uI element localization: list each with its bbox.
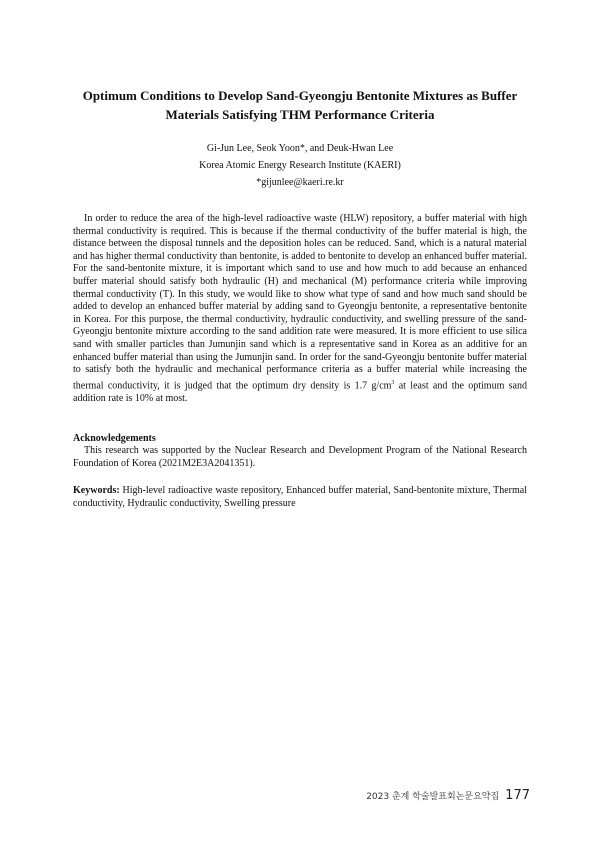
- abstract-text-part2: at least and the optimum sand addition rate is 10% at most.: [73, 380, 528, 404]
- keywords-text: High-level radioactive waste repository, Enhanced buffer material, Sand-bentonite mixture, Thermal conductivity, Hydraulic conductivity, Swelling pressure: [73, 485, 527, 509]
- affiliation: Korea Atomic Energy Research Institute (KAERI): [199, 160, 401, 171]
- proceedings-title: 2023 춘계 학술발표회논문요약집: [366, 792, 500, 802]
- corresponding-email: *gijunlee@kaeri.re.kr: [256, 177, 344, 188]
- paper-title: Optimum Conditions to Develop Sand-Gyeongju Bentonite Mixtures as Buffer Materials Satisfying THM Performance Criteria: [82, 88, 518, 122]
- abstract-superscript: 3: [391, 379, 395, 386]
- page-number: 177: [505, 788, 530, 803]
- abstract-paragraph: [73, 213, 527, 405]
- acknowledgements-heading: Acknowledgements: [73, 433, 156, 444]
- acknowledgements-text: This research was supported by the Nuclear Research and Development Program of the National Research Foundation of Korea (2021M2E3A2041351).: [73, 445, 527, 469]
- page-footer: [366, 789, 530, 804]
- abstract-text-part1: In order to reduce the area of the high-level radioactive waste (HLW) repository, a buffer material with high thermal conductivity is required. This is because if the thermal conductivity of the buffer material is high, the distance between the disposal tunnels and the deposition holes can be reduced. Sand, which is a natural material and has higher thermal conductivity than bentonite, is added to bentonite to develop an enhanced buffer material. For the sand-bentonite mixture, it is important which sand to use and how much to add because an enhanced buffer material should satisfy both hydraulic (H) and mechanical (M) performance criteria while improving thermal conductivity (T). In this study, we would like to show what type of sand and how much sand should be added to develop an enhanced buffer material by adding sand to Gyeongju bentonite, a representative bentonite in Korea. For this purpose, the thermal conductivity, hydraulic conductivity, and swelling pressure of the sand-Gyeongju bentonite mixture according to the sand addition rate were measured. It is more efficient to use silica sand with smaller particles than Jumunjin sand which is a representative sand in Korea as an additive for an enhanced buffer material than using the Jumunjin sand. In order for the sand-Gyeongju bentonite buffer material to satisfy both the hydraulic and mechanical performance criteria as a buffer material while increasing the thermal conductivity, it is judged that the optimum dry density is 1.7 g/cm: [73, 213, 527, 392]
- keywords-paragraph: [73, 485, 527, 510]
- keywords-label: Keywords:: [73, 485, 120, 496]
- author-list: Gi-Jun Lee, Seok Yoon*, and Deuk-Hwan Lee: [206, 143, 394, 154]
